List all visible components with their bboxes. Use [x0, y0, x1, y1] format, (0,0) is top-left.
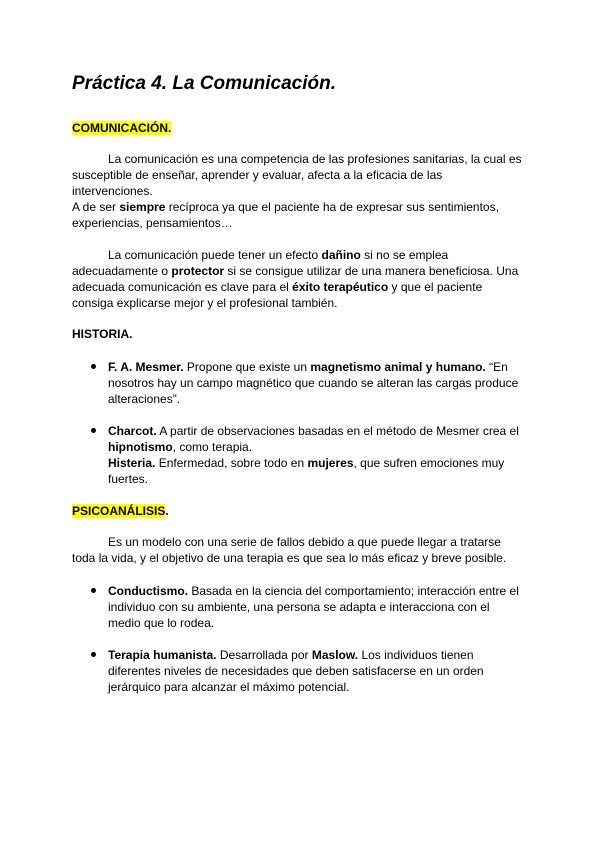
- page-title: Práctica 4. La Comunicación.: [72, 73, 336, 94]
- list-item-charcot: [72, 423, 532, 487]
- text-run: “En: [485, 360, 508, 374]
- bold-term-siempre: siempre: [119, 200, 166, 214]
- text-line: [72, 263, 532, 279]
- paragraph-comunicacion-1: [72, 151, 532, 231]
- text-line: [108, 583, 532, 599]
- bold-term-maslow: Maslow.: [311, 648, 359, 662]
- list-item-mesmer: [72, 359, 532, 407]
- bold-term-protector: protector: [171, 264, 225, 278]
- bold-term-mujeres: mujeres: [307, 456, 354, 470]
- text-run: y que el paciente: [388, 280, 483, 294]
- text-run: si no se emplea: [360, 248, 449, 262]
- text-line: toda la vida, y el objetivo de una terapia es que sea lo más eficaz y breve posible.: [72, 551, 507, 565]
- heading-historia: HISTORIA.: [72, 327, 133, 341]
- bold-term-conductismo: Conductismo.: [108, 584, 188, 598]
- text-line: [108, 455, 532, 471]
- bullet-icon: [91, 428, 96, 433]
- list-item-conductismo: [72, 583, 532, 631]
- list-item-terapia-humanista: [72, 647, 532, 695]
- paragraph-psicoanalisis: [72, 534, 532, 566]
- text-line: La comunicación es una competencia de las profesiones sanitarias, la cual es: [108, 152, 522, 166]
- text-line: jerárquico para alcanzar el máximo potencial.: [108, 680, 350, 694]
- heading-psicoanalisis: [72, 503, 169, 519]
- text-line: intervenciones.: [72, 184, 153, 198]
- bullet-icon: [91, 588, 96, 593]
- text-run: Desarrollada por: [216, 648, 312, 662]
- text-line: diferentes niveles de necesidades que deben satisfacerse en un orden: [108, 664, 484, 678]
- bold-term-magnetismo: magnetismo animal y humano.: [310, 360, 486, 374]
- text-line: nosotros hay un campo magnético que cuando se alteran las cargas produce: [108, 376, 519, 390]
- text-line: individuo con su ambiente, una persona se adapta e interacciona con el: [108, 600, 490, 614]
- text-line: Es un modelo con una serie de fallos debido a que puede llegar a tratarse: [108, 535, 501, 549]
- bold-term-mesmer: F. A. Mesmer.: [108, 360, 184, 374]
- text-run: Basada en la ciencia del comportamiento; interacción entre el: [188, 584, 519, 598]
- text-line: susceptible de enseñar, aprender y evaluar, afecta a la eficacia de las: [72, 168, 443, 182]
- text-run: , que sufren emociones muy: [353, 456, 505, 470]
- heading-psicoanalisis-dot: .: [165, 504, 169, 518]
- text-line: fuertes.: [108, 472, 149, 486]
- text-line: alteraciones”.: [108, 392, 181, 406]
- heading-comunicacion-text: COMUNICACIÓN.: [72, 121, 172, 135]
- text-line: [108, 359, 532, 375]
- bold-term-terapia-humanista: Terapia humanista.: [108, 648, 217, 662]
- text-line: experiencias, pensamientos…: [72, 216, 233, 230]
- text-run: , como terapia.: [172, 440, 253, 454]
- text-run: A partir de observaciones basadas en el método de Mesmer crea el: [156, 424, 519, 438]
- text-run: recíproca ya que el paciente ha de expresar sus sentimientos,: [165, 200, 499, 214]
- bullet-icon: [91, 364, 96, 369]
- heading-psicoanalisis-text: PSICOANÁLISIS: [72, 504, 166, 518]
- text-line: [72, 279, 532, 295]
- text-run: A de ser: [72, 200, 120, 214]
- text-run: si se consigue utilizar de una manera beneficiosa. Una: [224, 264, 519, 278]
- text-line: [72, 199, 532, 215]
- text-line: [108, 439, 532, 455]
- text-line: medio que lo rodea.: [108, 616, 215, 630]
- text-run: adecuadamente o: [72, 264, 172, 278]
- bold-term-charcot: Charcot.: [108, 424, 157, 438]
- text-line: [72, 247, 532, 263]
- bullet-icon: [91, 652, 96, 657]
- bold-term-danino: dañino: [321, 248, 361, 262]
- bold-term-hipnotismo: hipnotismo: [108, 440, 173, 454]
- text-run: adecuada comunicación es clave para el: [72, 280, 293, 294]
- paragraph-comunicacion-2: [72, 247, 532, 311]
- text-line: [108, 423, 532, 439]
- text-run: Los individuos tienen: [358, 648, 474, 662]
- text-line: consiga explicarse mejor y el profesional también.: [72, 296, 338, 310]
- text-run: Propone que existe un: [183, 360, 311, 374]
- bold-term-exito: éxito terapéutico: [292, 280, 389, 294]
- text-line: [108, 647, 532, 663]
- heading-comunicacion: [72, 120, 171, 136]
- text-run: Enfermedad, sobre todo en: [155, 456, 308, 470]
- bold-term-histeria: Histeria.: [108, 456, 156, 470]
- text-run: La comunicación puede tener un efecto: [108, 248, 322, 262]
